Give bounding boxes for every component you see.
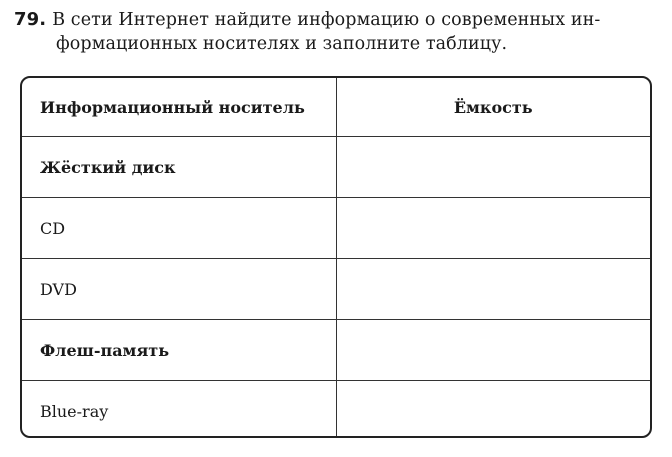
- header-capacity: Ёмкость: [336, 78, 650, 137]
- table-row: [22, 381, 650, 439]
- capacity-cell[interactable]: [336, 259, 650, 320]
- table-row: [22, 137, 650, 198]
- header-medium: Информационный носитель: [22, 78, 336, 137]
- medium-cell: CD: [22, 198, 336, 259]
- table-row: [22, 259, 650, 320]
- table-row: [22, 198, 650, 259]
- task-line-2: формационных носителях и заполните таблицу.: [56, 34, 508, 54]
- medium-cell: Жёсткий диск: [22, 137, 336, 198]
- table: [22, 78, 650, 438]
- medium-cell: Blue-ray: [22, 381, 336, 439]
- task-line-1: [14, 8, 654, 32]
- task-statement: [14, 8, 654, 56]
- medium-cell: Флеш-память: [22, 320, 336, 381]
- task-text-line-1: В сети Интернет найдите информацию о современных ин-: [52, 10, 601, 30]
- medium-cell: DVD: [22, 259, 336, 320]
- capacity-cell[interactable]: [336, 198, 650, 259]
- table-header-row: [22, 78, 650, 137]
- capacity-cell[interactable]: [336, 137, 650, 198]
- capacity-cell[interactable]: [336, 320, 650, 381]
- task-number: 79.: [14, 9, 47, 30]
- capacity-cell[interactable]: [336, 381, 650, 439]
- table-row: [22, 320, 650, 381]
- media-capacity-table: [20, 76, 652, 438]
